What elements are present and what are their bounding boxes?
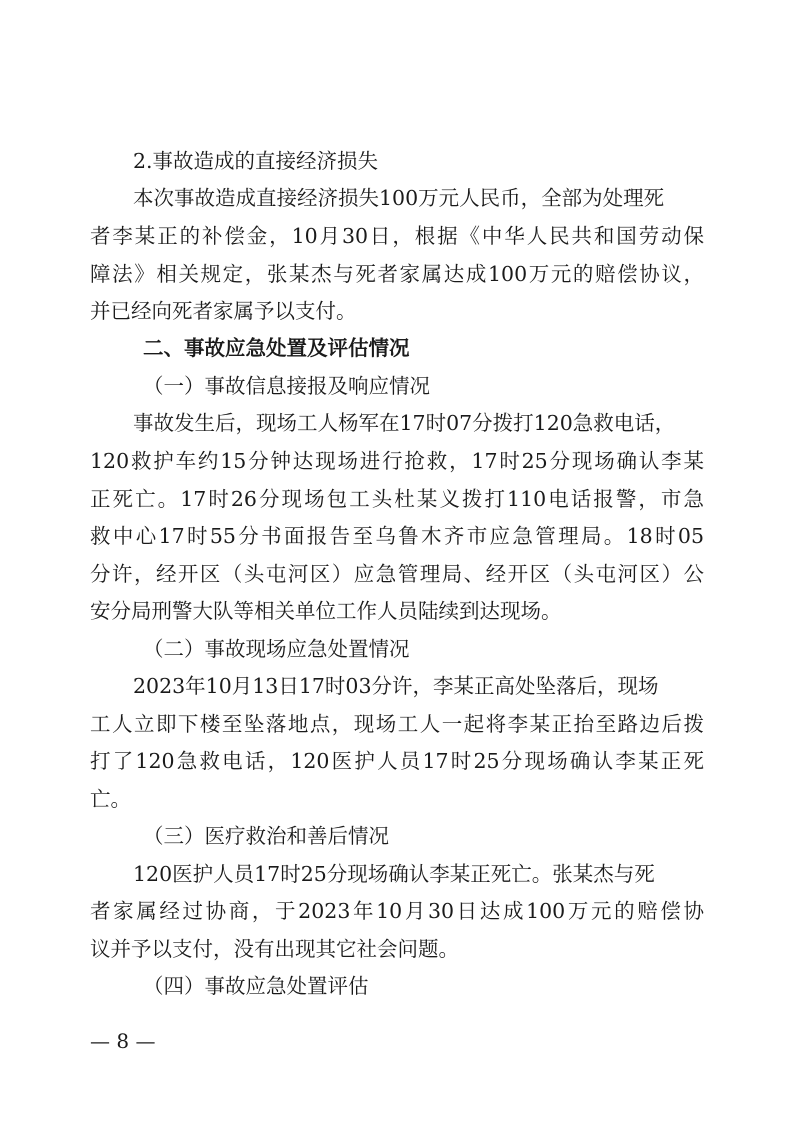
- paragraph-line: 工人立即下楼至坠落地点，现场工人一起将李某正抬至路边后拨: [90, 712, 704, 736]
- paragraph-line: 亡。: [90, 787, 131, 811]
- paragraph-line: 救中心17时55分书面报告至乌鲁木齐市应急管理局。18时05: [90, 524, 704, 548]
- subsection-heading-direct-loss: 2.事故造成的直接经济损失: [133, 149, 379, 173]
- paragraph-line: 事故发生后，现场工人杨军在17时07分拨打120急救电话，: [133, 411, 676, 435]
- paragraph-line: 120救护车约15分钟达现场进行抢救，17时25分现场确认李某: [90, 449, 704, 473]
- subsection-heading-onsite: （二）事故现场应急处置情况: [143, 637, 410, 661]
- paragraph-line: 打了120急救电话，120医护人员17时25分现场确认李某正死: [90, 749, 704, 773]
- paragraph-line: 2023年10月13日17时03分许，李某正高处坠落后，现场: [133, 674, 659, 698]
- subsection-heading-assessment: （四）事故应急处置评估: [143, 974, 369, 998]
- paragraph-line: 120医护人员17时25分现场确认李某正死亡。张某杰与死: [133, 862, 655, 886]
- paragraph-line: 正死亡。17时26分现场包工头杜某义拨打110电话报警，市急: [90, 487, 704, 511]
- section-heading-emergency: 二、事故应急处置及评估情况: [143, 336, 410, 360]
- subsection-heading-medical: （三）医疗救治和善后情况: [143, 824, 389, 848]
- paragraph-line: 分许，经开区（头屯河区）应急管理局、经开区（头屯河区）公: [90, 562, 704, 586]
- paragraph-line: 者家属经过协商，于2023年10月30日达成100万元的赔偿协: [90, 899, 704, 923]
- paragraph-line: 者李某正的补偿金，10月30日，根据《中华人民共和国劳动保: [90, 224, 704, 248]
- paragraph-line: 安分局刑警大队等相关单位工作人员陆续到达现场。: [90, 599, 562, 623]
- paragraph-line: 本次事故造成直接经济损失100万元人民币，全部为处理死: [133, 186, 665, 210]
- paragraph-line: 障法》相关规定，张某杰与死者家属达成100万元的赔偿协议，: [90, 262, 704, 286]
- paragraph-line: 并已经向死者家属予以支付。: [90, 299, 357, 323]
- page-number: — 8 —: [90, 1029, 156, 1053]
- subsection-heading-report: （一）事故信息接报及响应情况: [143, 374, 430, 398]
- paragraph-line: 议并予以支付，没有出现其它社会问题。: [90, 937, 459, 961]
